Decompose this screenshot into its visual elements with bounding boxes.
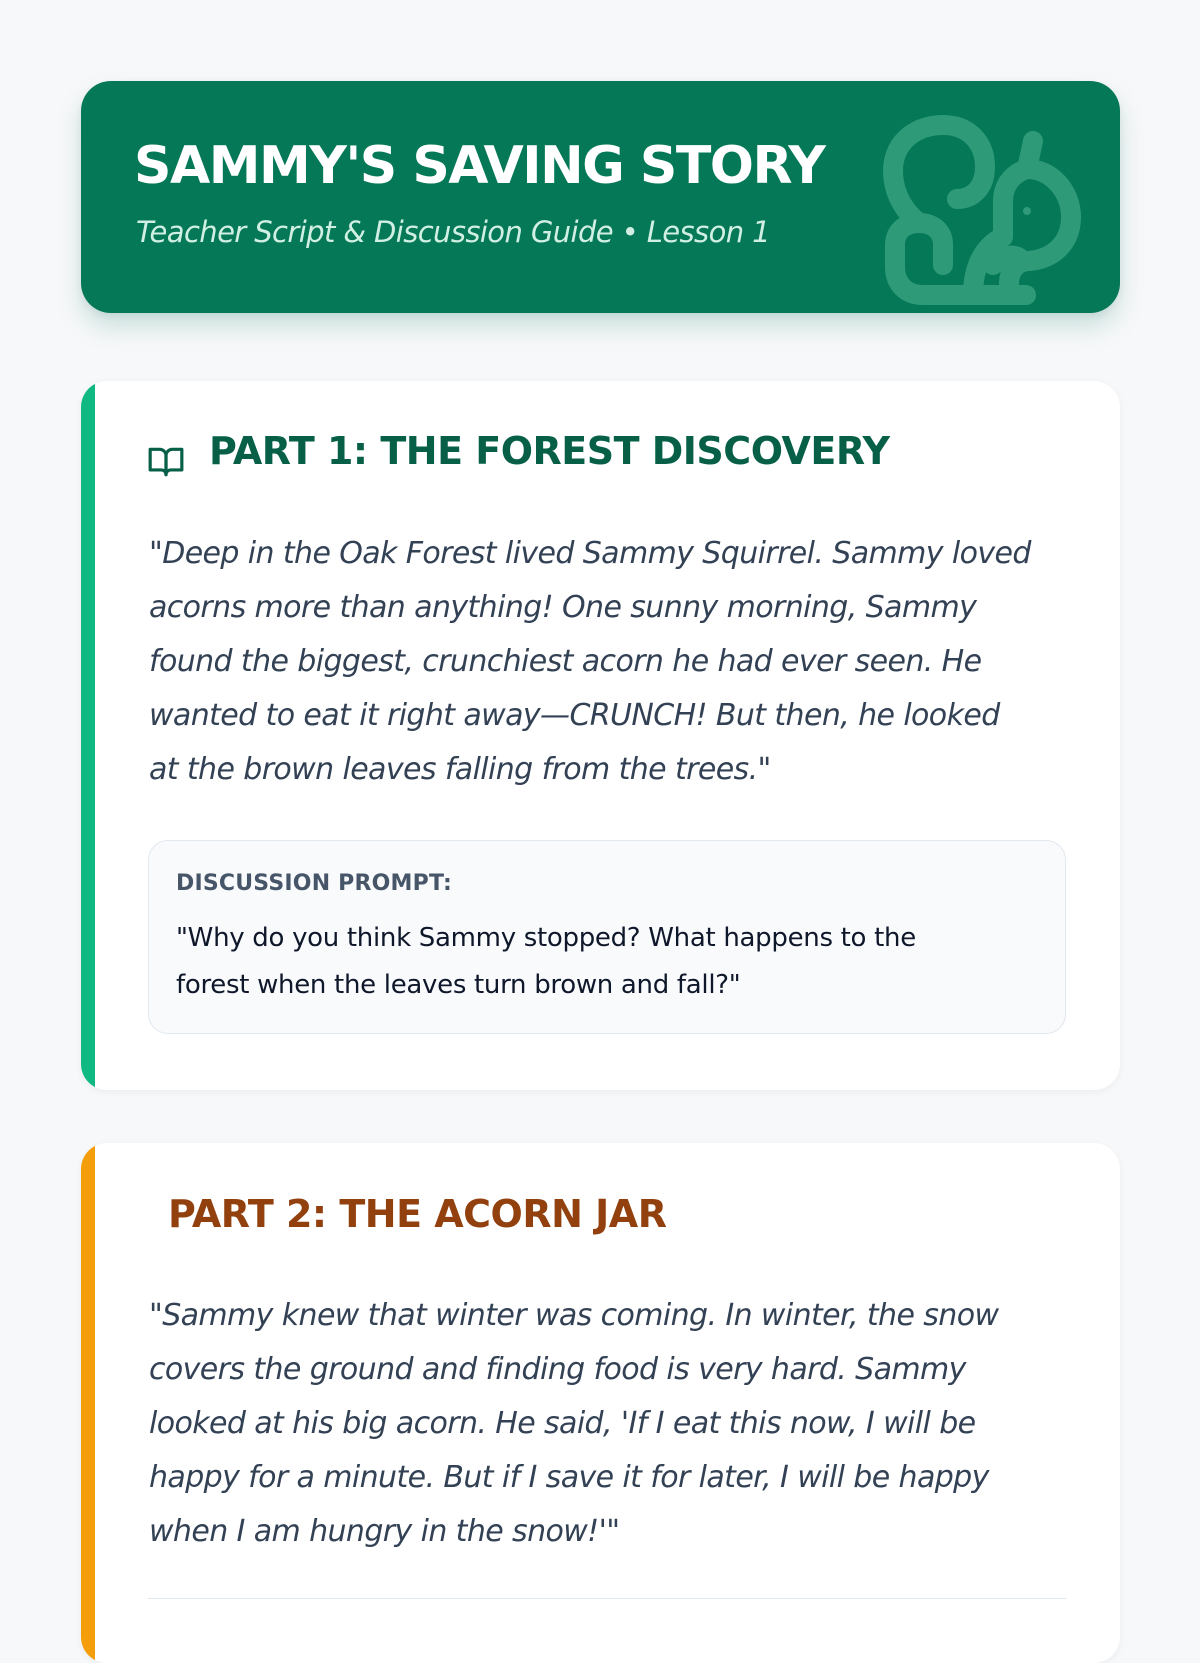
page-title: SAMMY'S SAVING STORY [134, 136, 825, 196]
story-line: "Sammy knew that winter was coming. In winter, the snow [149, 1298, 999, 1333]
story-line: happy for a minute. But if I save it for later, I will be happy [149, 1460, 989, 1495]
story-part-1-card [81, 381, 1120, 1090]
discussion-prompt-text [176, 915, 1036, 1009]
part-1-story [149, 527, 1079, 797]
part-1-heading: PART 1: THE FOREST DISCOVERY [209, 429, 890, 473]
story-header [81, 81, 1120, 313]
prompt-line: forest when the leaves turn brown and fall?" [176, 970, 741, 1000]
discussion-prompt-box [148, 1598, 1066, 1663]
page-subtitle: Teacher Script & Discussion Guide • Lesson 1 [136, 215, 770, 249]
story-line: found the biggest, crunchiest acorn he had ever seen. He [149, 644, 982, 679]
story-line: when I am hungry in the snow!'" [149, 1514, 620, 1549]
part-2-heading: PART 2: THE ACORN JAR [168, 1192, 667, 1236]
story-line: "Deep in the Oak Forest lived Sammy Squirrel. Sammy loved [149, 536, 1031, 571]
story-line: covers the ground and finding food is very hard. Sammy [149, 1352, 966, 1387]
story-line: looked at his big acorn. He said, 'If I eat this now, I will be [149, 1406, 976, 1441]
prompt-line: "Why do you think Sammy stopped? What happens to the [176, 923, 916, 953]
story-line: wanted to eat it right away—CRUNCH! But then, he looked [149, 698, 1000, 733]
discussion-prompt-box [148, 840, 1066, 1034]
story-line: acorns more than anything! One sunny morning, Sammy [149, 590, 977, 625]
part-2-story [149, 1289, 1079, 1559]
story-part-2-card [81, 1143, 1120, 1663]
story-line: at the brown leaves falling from the trees." [149, 752, 771, 787]
discussion-prompt-label: DISCUSSION PROMPT: [176, 871, 452, 896]
squirrel-icon [881, 113, 1091, 313]
book-open-icon [147, 443, 185, 481]
